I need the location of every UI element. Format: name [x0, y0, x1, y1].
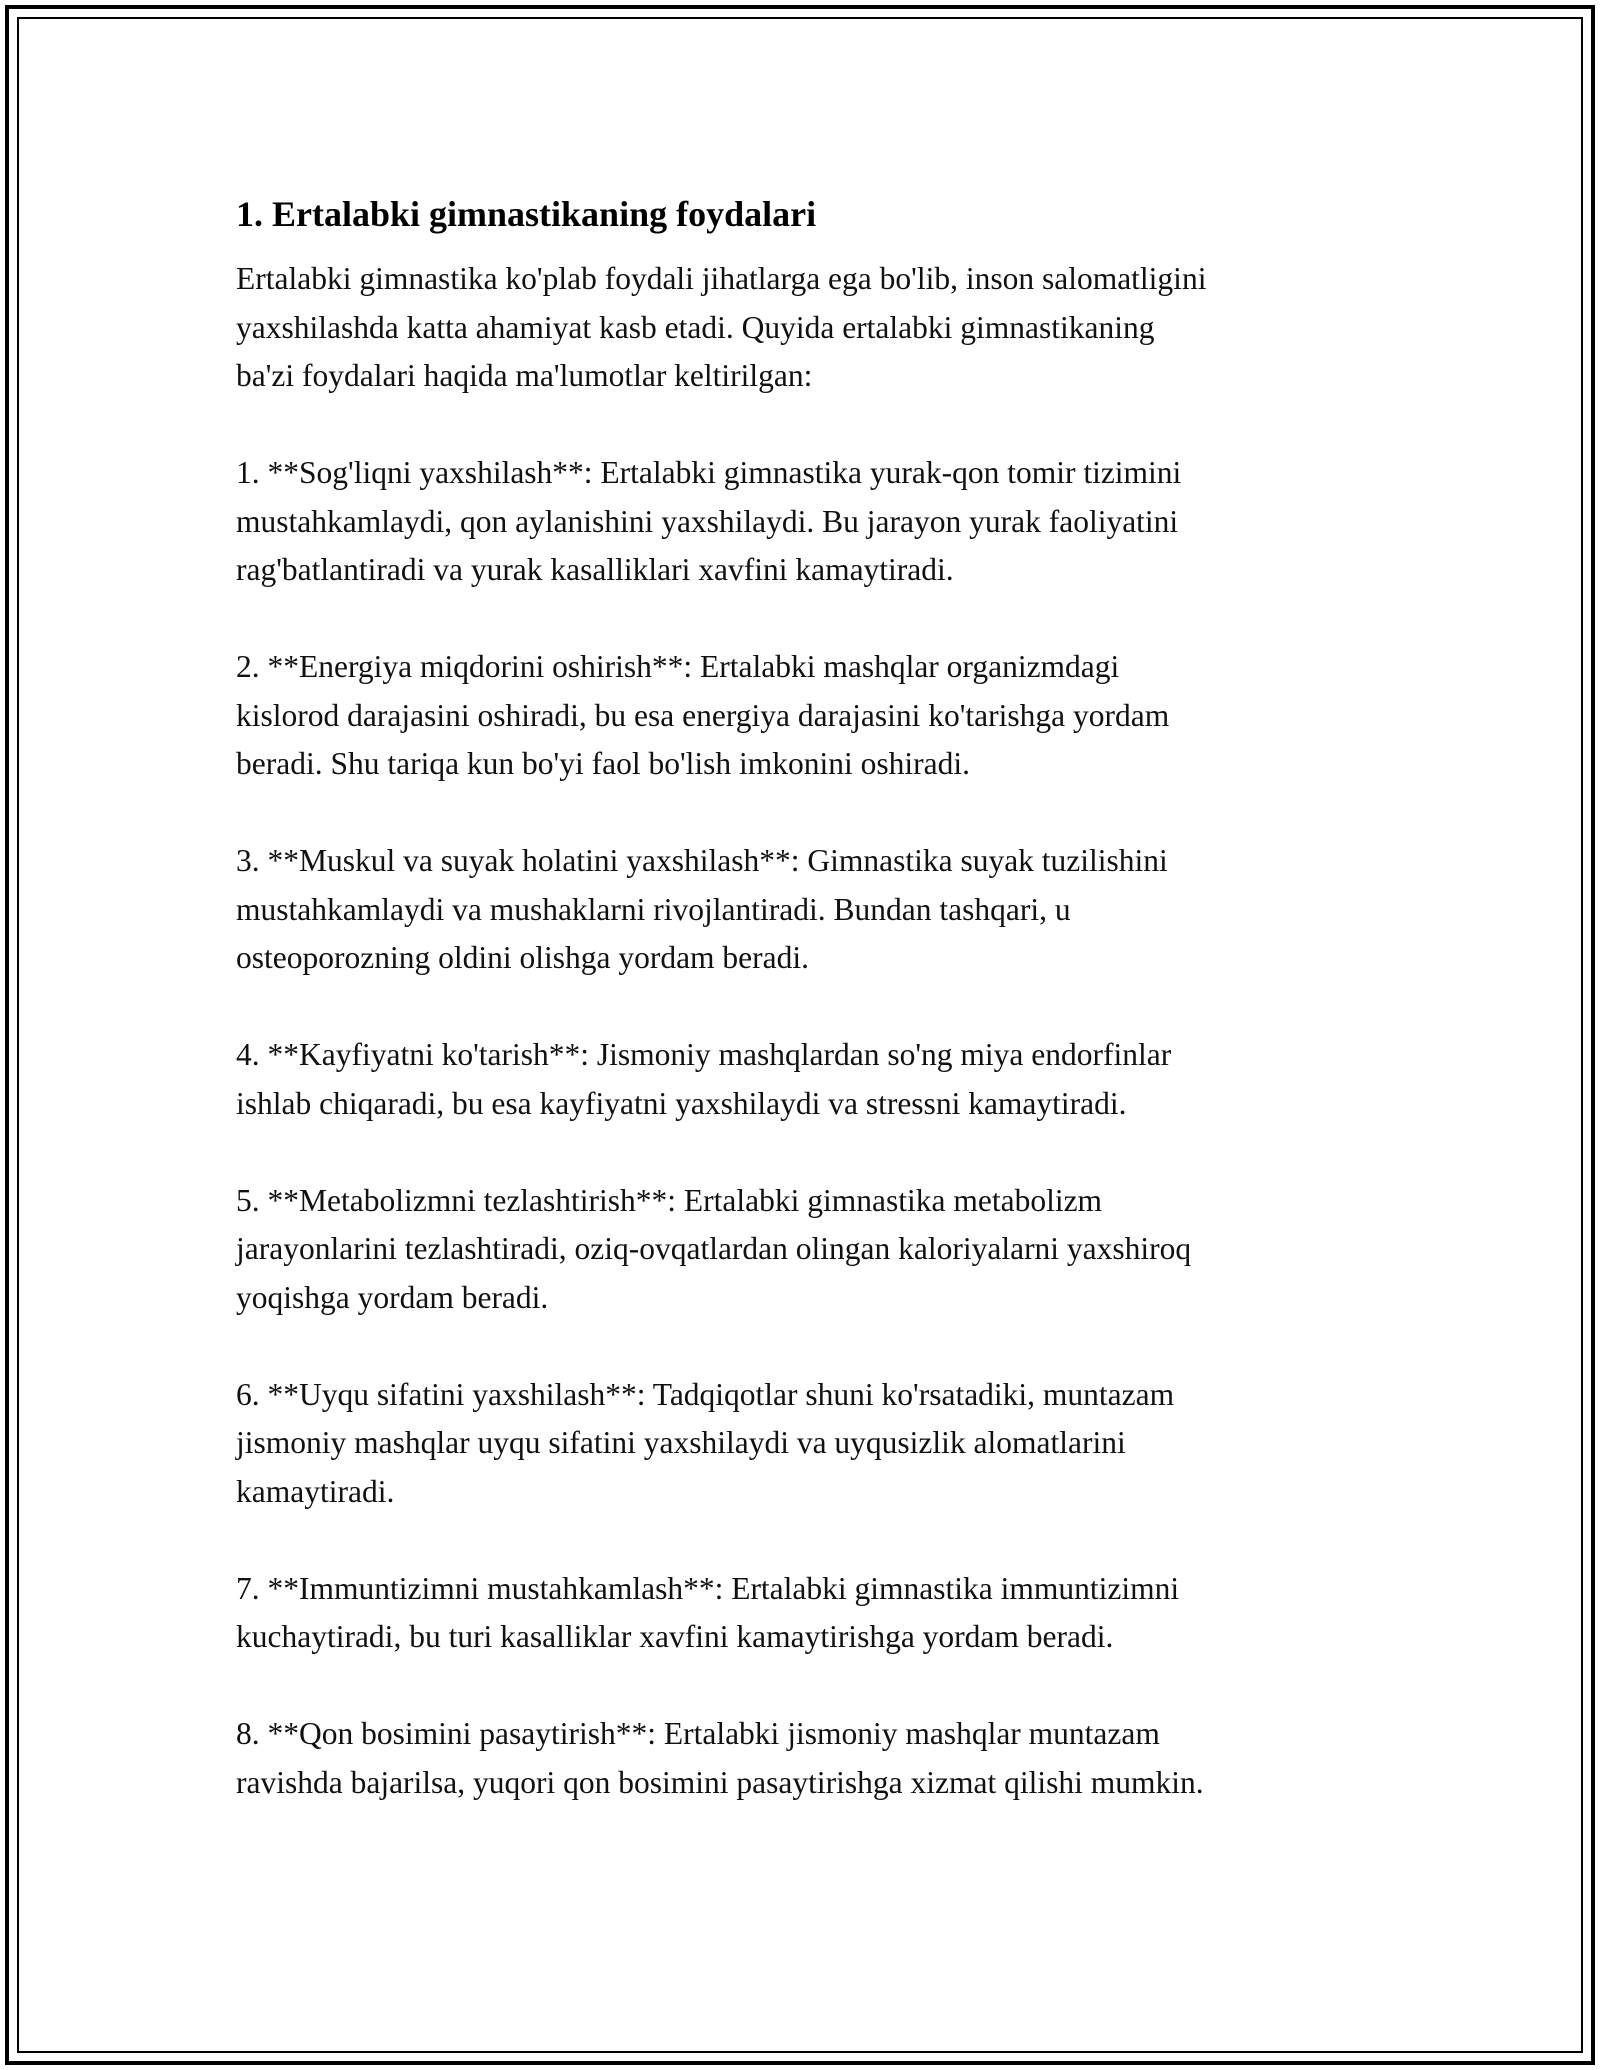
list-item: 5. **Metabolizmni tezlashtirish**: Ertalabki gimnastika metabolizm jarayonlarini tezlashtiradi, oziq-ovqatlardan olingan kaloriyalarni yaxshiroq yoqishga yordam beradi. — [236, 1182, 1192, 1315]
document-body — [236, 185, 1376, 1807]
list-item: 6. **Uyqu sifatini yaxshilash**: Tadqiqotlar shuni ko'rsatadiki, muntazam jismoniy mashqlar uyqu sifatini yaxshilaydi va uyqusizlik alomatlarini kamaytiradi. — [236, 1376, 1175, 1509]
list-item: 4. **Kayfiyatni ko'tarish**: Jismoniy mashqlardan so'ng miya endorfinlar ishlab chiqaradi, bu esa kayfiyatni yaxshilaydi va stressni kamaytiradi. — [236, 1037, 1172, 1121]
list-item: 2. **Energiya miqdorini oshirish**: Ertalabki mashqlar organizmdagi kislorod darajasini oshiradi, bu esa energiya darajasini ko'tarishga yordam beradi. Shu tariqa kun bo'yi faol bo'lish imkonini oshiradi. — [236, 649, 1170, 781]
list-item: 1. **Sog'liqni yaxshilash**: Ertalabki gimnastika yurak-qon tomir tizimini mustahkamlaydi, qon aylanishini yaxshilaydi. Bu jarayon yurak faoliyatini rag'batlantiradi va yurak kasalliklari xavfini kamaytiradi. — [236, 455, 1182, 587]
list-item: 7. **Immuntizimni mustahkamlash**: Ertalabki gimnastika immuntizimni kuchaytiradi, bu turi kasalliklar xavfini kamaytirishga yordam beradi. — [236, 1570, 1180, 1654]
section-heading: 1. Ertalabki gimnastikaning foydalari — [236, 194, 817, 234]
intro-paragraph: Ertalabki gimnastika ko'plab foydali jihatlarga ega bo'lib, inson salomatligini yaxshilashda katta ahamiyat kasb etadi. Quyida ertalabki gimnastikaning ba'zi foydalari haqida ma'lumotlar keltirilgan: — [236, 261, 1207, 393]
list-item: 3. **Muskul va suyak holatini yaxshilash**: Gimnastika suyak tuzilishini mustahkamlaydi va mushaklarni rivojlantiradi. Bundan tashqari, u osteoporozning oldini olishga yordam beradi. — [236, 843, 1168, 975]
list-item: 8. **Qon bosimini pasaytirish**: Ertalabki jismoniy mashqlar muntazam ravishda bajarilsa, yuqori qon bosimini pasaytirishga xizmat qilishi mumkin. — [236, 1716, 1204, 1800]
